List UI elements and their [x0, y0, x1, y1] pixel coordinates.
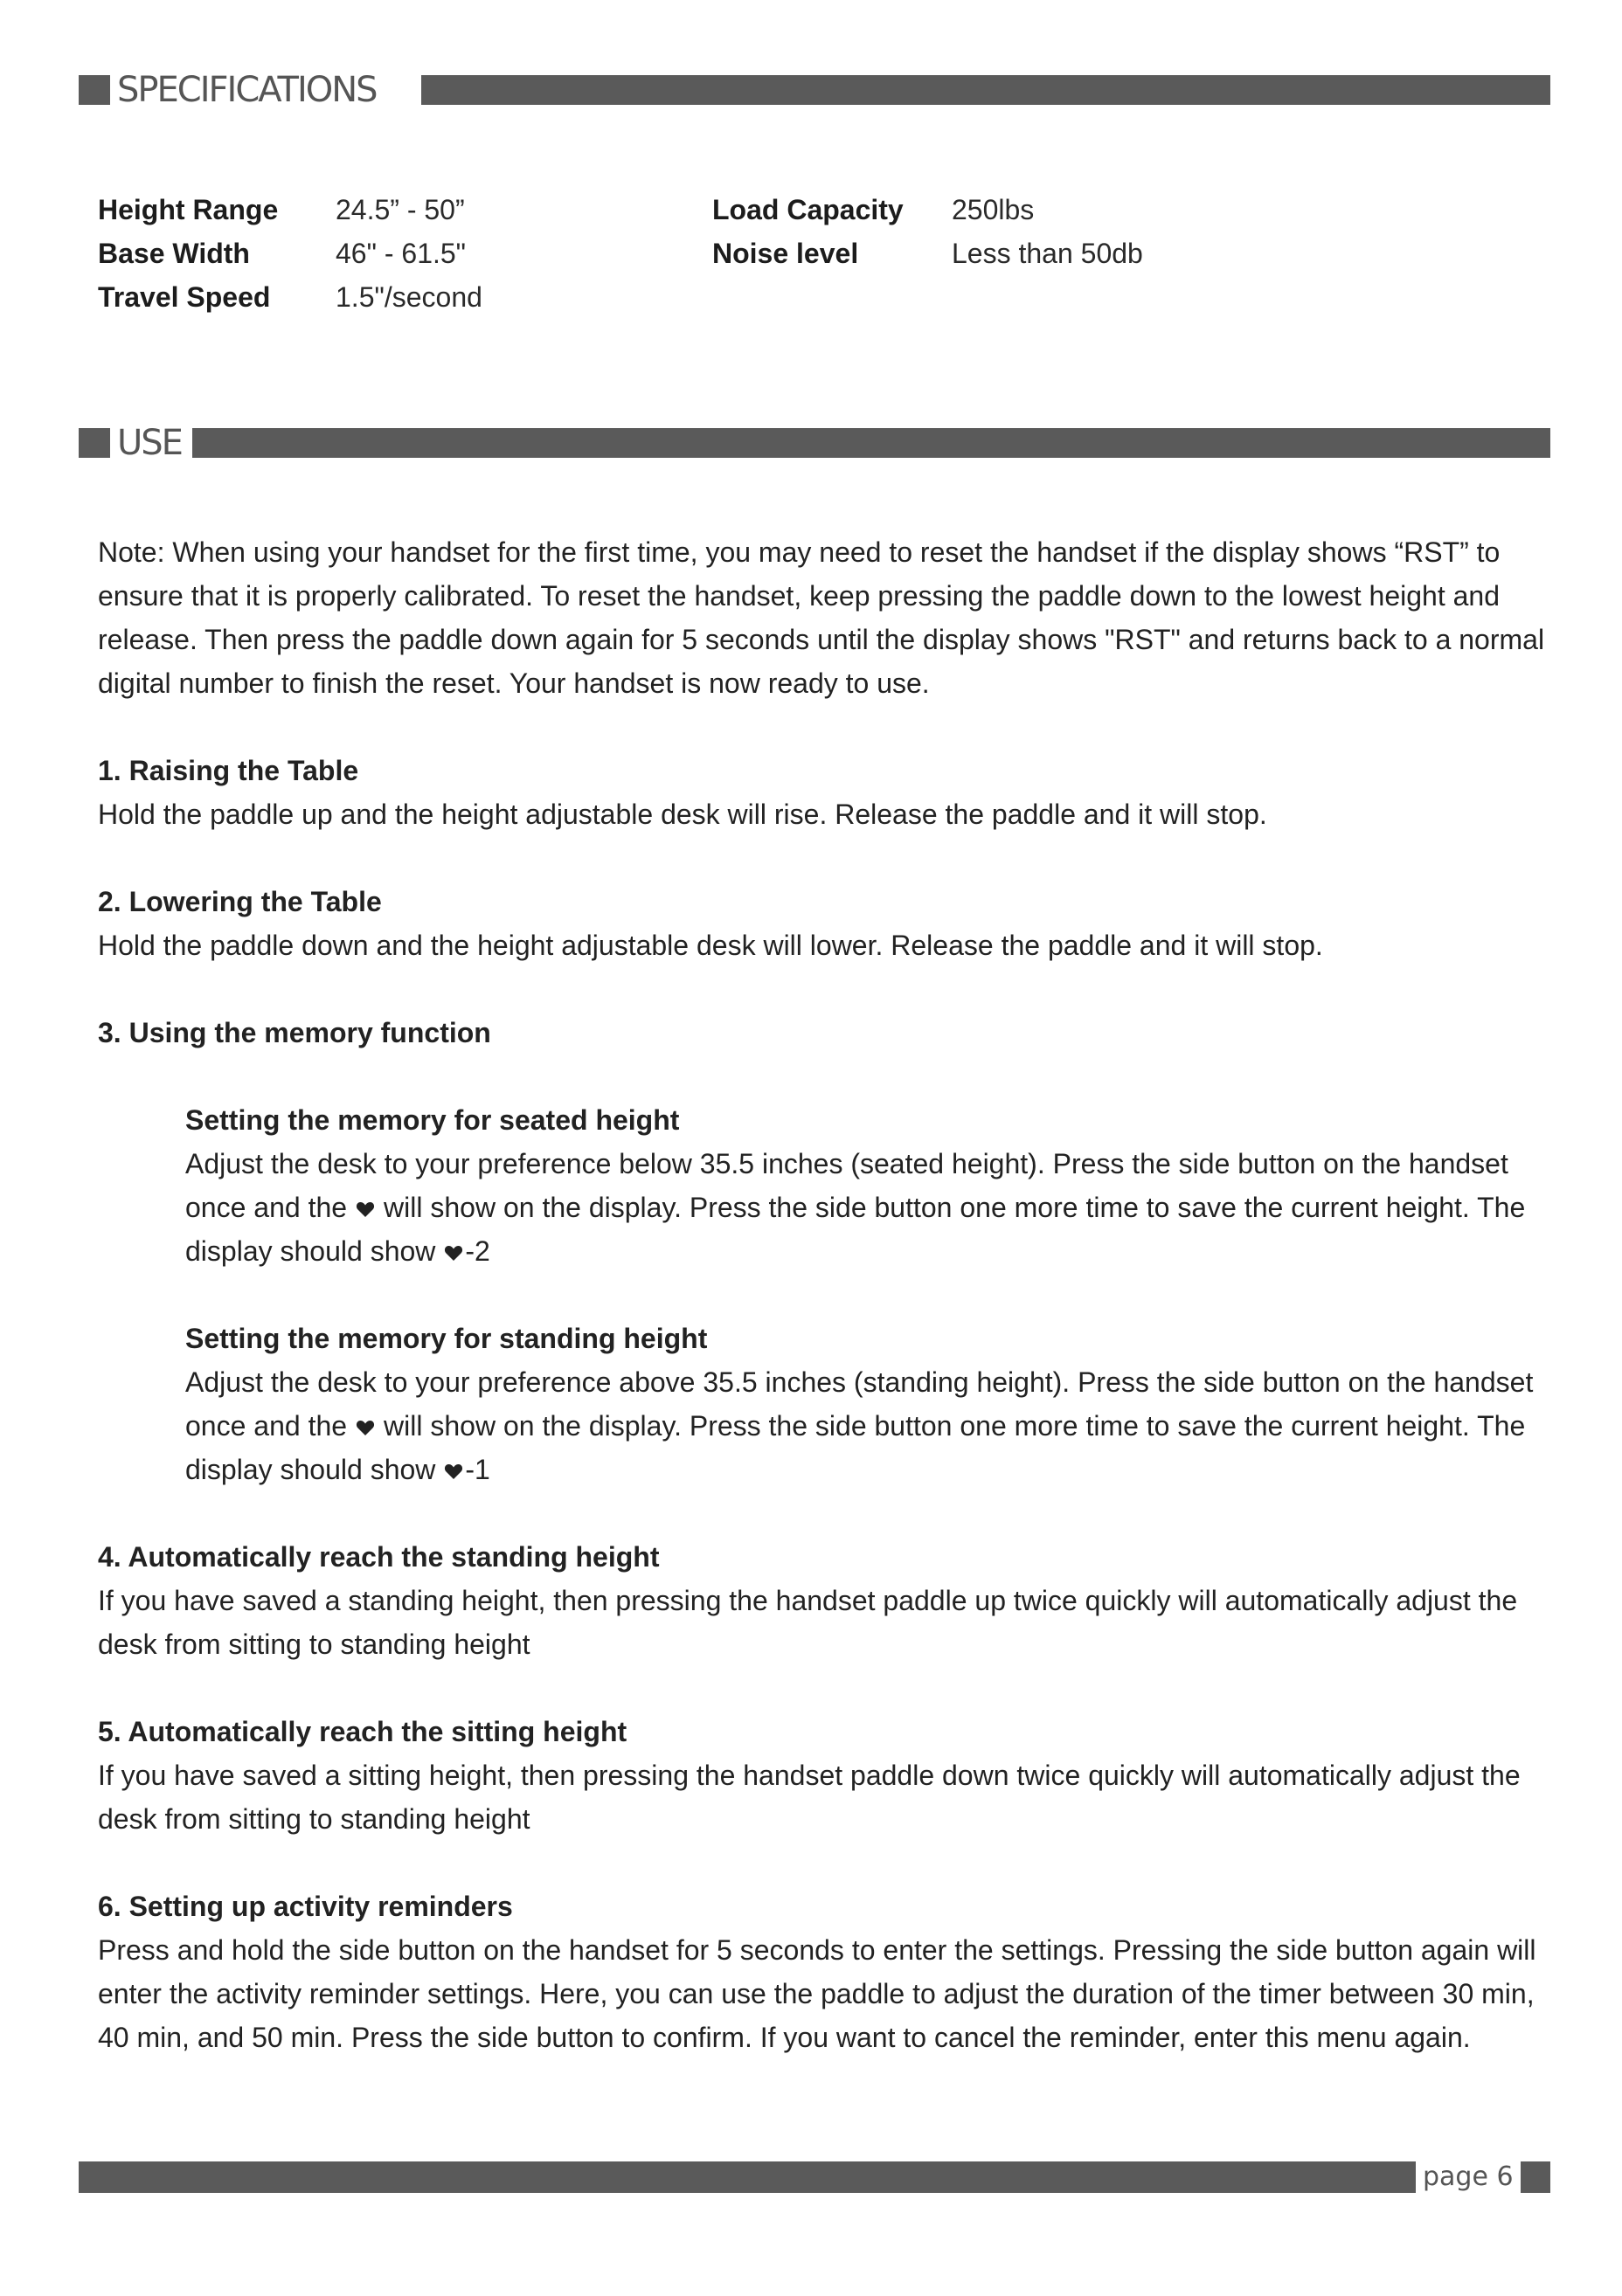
reminders-text: Press and hold the side button on the handset for 5 seconds to enter the settings. Pressing the side button again will enter the activity reminder settings. Here, you can use the paddle to adjust the duration of the timer between 30 min, 40 min, and 50 min. Press the side button to confirm. If you want to cancel the reminder, enter this menu again. [98, 1934, 1536, 2053]
heart-icon [356, 1419, 375, 1436]
standing-text: Adjust the desk to your preference above 35.5 inches (standing height). Press the side button on the handset once and the will show on the display. Press the side button one more time to save the current height. The display should show -1 [185, 1366, 1534, 1485]
spec-label: Noise level [712, 238, 859, 269]
note-paragraph: Note: When using your handset for the first time, you may need to reset the handset if the display shows “RST” to ensure that it is properly calibrated. To reset the handset, keep pressing the paddle down to the lowest height and release. Then press the paddle down again for 5 seconds until the display shows "RST" and returns back to a normal digital number to finish the reset. Your handset is now ready to use. [98, 536, 1545, 699]
header-rule [192, 428, 1550, 458]
use-instructions [98, 530, 1549, 2059]
seated-heading: Setting the memory for seated height [185, 1104, 680, 1136]
spec-label: Travel Speed [98, 281, 271, 313]
auto-sitting-heading: 5. Automatically reach the sitting height [98, 1716, 627, 1747]
memory-heading: 3. Using the memory function [98, 1017, 491, 1048]
heart-icon [444, 1463, 463, 1480]
header-rule [421, 75, 1550, 105]
lowering-text: Hold the paddle down and the height adjustable desk will lower. Release the paddle and it will stop. [98, 930, 1323, 961]
auto-standing-text: If you have saved a standing height, then pressing the handset paddle up twice quickly will automatically adjust the desk from sitting to standing height [98, 1585, 1518, 1660]
header-block [79, 428, 110, 458]
auto-sitting-text: If you have saved a sitting height, then pressing the handset paddle down twice quickly will automatically adjust the desk from sitting to standing height [98, 1760, 1521, 1835]
header-block [79, 75, 110, 105]
auto-standing-heading: 4. Automatically reach the standing height [98, 1541, 660, 1573]
seated-display-code: -2 [465, 1235, 490, 1267]
footer-rule [79, 2161, 1416, 2193]
heart-icon [356, 1200, 375, 1218]
spec-value: Less than 50db [952, 238, 1143, 269]
specifications-title: SPECIFICATIONS [117, 70, 382, 110]
reminders-heading: 6. Setting up activity reminders [98, 1891, 513, 1922]
spec-label: Height Range [98, 194, 279, 225]
spec-label: Load Capacity [712, 194, 904, 225]
spec-value: 250lbs [952, 194, 1035, 225]
spec-label: Base Width [98, 238, 250, 269]
seated-memory-block [98, 1098, 1549, 1491]
standing-heading: Setting the memory for standing height [185, 1323, 708, 1354]
lowering-heading: 2. Lowering the Table [98, 886, 382, 917]
use-header [79, 423, 1550, 463]
footer-bar [79, 2161, 1550, 2193]
raising-heading: 1. Raising the Table [98, 755, 359, 786]
spec-value: 1.5"/second [336, 281, 482, 313]
use-title: USE [117, 423, 187, 463]
page-number: page 6 [1423, 2161, 1514, 2192]
specifications-header [79, 70, 1550, 110]
footer-tail-block [1521, 2161, 1550, 2193]
raising-text: Hold the paddle up and the height adjustable desk will rise. Release the paddle and it will stop. [98, 799, 1267, 830]
spec-value: 46" - 61.5" [336, 238, 467, 269]
heart-icon [444, 1244, 463, 1262]
seated-text: Adjust the desk to your preference below 35.5 inches (seated height). Press the side button on the handset once and the will show on the display. Press the side button one more time to save the current height. The display should show -2 [185, 1148, 1526, 1267]
standing-display-code: -1 [465, 1454, 490, 1485]
spec-value: 24.5” - 50” [336, 194, 465, 225]
